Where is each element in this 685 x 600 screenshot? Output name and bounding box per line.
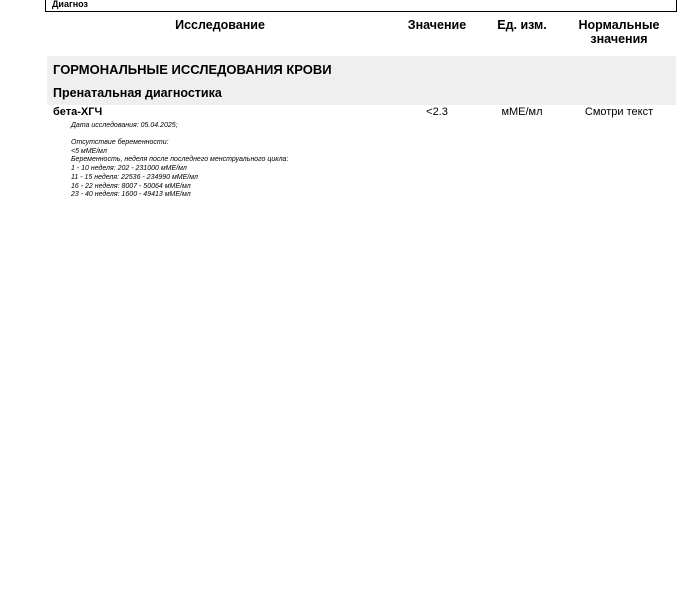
column-header-norm-line1: Нормальные [578, 18, 660, 32]
reference-note-line: Отсутствие беременности: [71, 139, 169, 146]
column-header-unit: Ед. изм. [497, 18, 547, 32]
diagnosis-label: Диагноз [52, 0, 88, 9]
column-header-norm-line2: значения [590, 32, 648, 46]
reference-note-line: 16 - 22 неделя: 8007 - 50064 мМЕ/мл [71, 182, 191, 190]
section-band [47, 56, 676, 105]
reference-note-line: 23 - 40 неделя: 1600 - 49413 мМЕ/мл [71, 191, 191, 199]
reference-note-line: 1 - 10 неделя: 202 - 231000 мМЕ/мл [71, 165, 187, 173]
column-header-value: Значение [407, 18, 467, 32]
test-unit: мМЕ/мл [501, 106, 543, 118]
reference-note-line: <5 мМЕ/мл [71, 147, 107, 155]
reference-notes [71, 139, 288, 200]
test-norm: Смотри текст [584, 106, 654, 118]
test-value: <2.3 [426, 106, 448, 118]
column-header-research: Исследование [175, 18, 265, 32]
reference-note-line: 11 - 15 неделя: 22536 - 234990 мМЕ/мл [71, 173, 198, 181]
subsection-title: Пренатальная диагностика [53, 86, 222, 100]
test-date-note: Дата исследования: 05.04.2025; [71, 122, 178, 129]
column-header-norm [570, 18, 668, 46]
diagnosis-box [45, 0, 677, 12]
test-name: бета-ХГЧ [53, 106, 103, 118]
reference-note-line: Беременность, неделя после последнего менструального цикла: [71, 156, 289, 164]
section-title: ГОРМОНАЛЬНЫЕ ИССЛЕДОВАНИЯ КРОВИ [53, 62, 332, 77]
